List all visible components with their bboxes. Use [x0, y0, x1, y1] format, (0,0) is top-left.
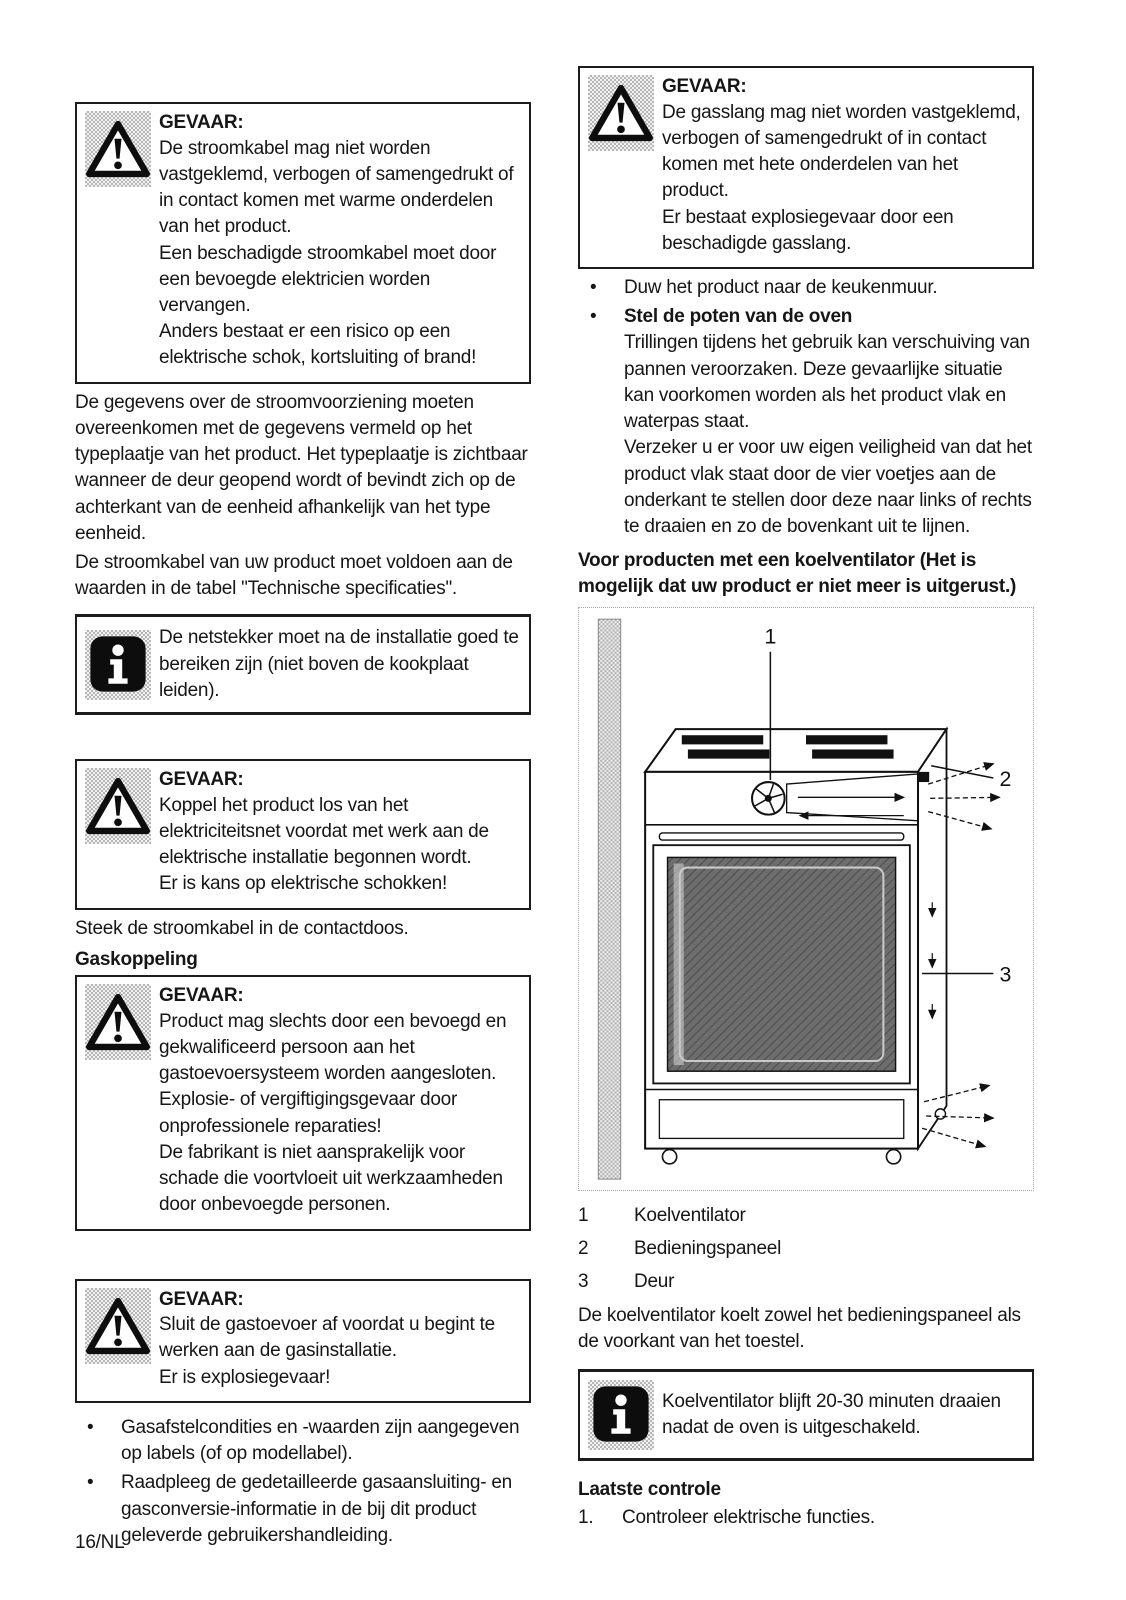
warning-box-gas-qualified [75, 975, 531, 1230]
oven-side-panel [918, 729, 947, 1148]
legend-number: 1 [578, 1204, 589, 1226]
legend-label: Bedieningspaneel [634, 1238, 782, 1260]
info-icon [88, 634, 148, 694]
info-icon-area [588, 1380, 654, 1450]
body-paragraph: De koelventilator koelt zowel het bedieningspaneel als de voorkant van het toestel. [578, 1304, 1021, 1352]
list-item-text: Verzeker u er voor uw eigen veiligheid van dat het product vlak staat door de vier voetjes aan de onderkant te stellen door deze naar links of rechts te draaien en zo de bovenkant uit te lijnen. [624, 437, 1032, 537]
callout-number-2: 2 [999, 766, 1012, 791]
warning-text: De fabrikant is niet aansprakelijk voor schade die voortvloeit uit werkzaamheden door onbevoegde personen. [159, 1141, 503, 1216]
warning-text: Een beschadigde stroomkabel moet door een bevoegde elektricien worden vervangen. [159, 242, 497, 316]
list-item-text: Trillingen tijdens het gebruik kan verschuiving van pannen veroorzaken. Deze gevaarlijke situatie kan voorkomen worden als het product vlak en waterpas staat. [624, 332, 1030, 433]
warning-text: Koppel het product los van het elektriciteitsnet voordat met werk aan de elektrische installatie begonnen wordt. [159, 794, 489, 869]
warning-text: Sluit de gastoevoer af voordat u begint te werken aan de gasinstallatie. [159, 1314, 495, 1362]
two-column-layout [75, 66, 1066, 1552]
warning-box-disconnect [75, 759, 531, 910]
warning-text: Er is kans op elektrische schokken! [159, 873, 447, 895]
warning-box-gas-hose [578, 66, 1034, 269]
legend-number: 2 [578, 1238, 589, 1260]
install-bullet-list [578, 275, 1034, 540]
legend-item [578, 1203, 1034, 1229]
list-item [578, 275, 1034, 301]
legend-item [578, 1236, 1034, 1262]
warning-text: Anders bestaat er een risico op een elektrische schok, kortsluiting of brand! [159, 321, 477, 369]
info-icon [591, 1384, 651, 1444]
list-item-title: • Stel de poten van de oven [624, 306, 853, 328]
warning-icon-area [85, 984, 151, 1060]
warning-title: GEVAAR: [159, 985, 244, 1007]
info-box-plug [75, 614, 531, 715]
legend-label: Koelventilator [634, 1204, 746, 1226]
warning-icon-area [85, 1288, 151, 1364]
body-paragraph: De gegevens over de stroomvoorziening moeten overeenkomen met de gegevens vermeld op het typeplaatje van het product. Het typeplaatje is zichtbaar wanneer de deur geopend wordt of bevindt zich op de achterkant van de eenheid afhankelijk van het type eenheid. [75, 391, 528, 544]
warning-title: GEVAAR: [159, 1288, 244, 1310]
info-box-fan [578, 1369, 1034, 1461]
warning-triangle-icon [86, 114, 150, 184]
gas-bullet-list [75, 1415, 531, 1549]
info-text: De netstekker moet na de installatie goed te bereiken zijn (niet boven de kookplaat leiden). [159, 627, 519, 701]
list-item-text: Gasafstelcondities en -waarden zijn aangegeven op labels (of op modellabel). [121, 1416, 520, 1465]
info-text: Koelventilator blijft 20-30 minuten draaien nadat de oven is uitgeschakeld. [662, 1390, 1001, 1438]
page-number: 16/NL [75, 1532, 125, 1553]
callout-number-3: 3 [999, 962, 1012, 987]
warning-text: Explosie- of vergiftigingsgevaar door onprofessionele reparaties! [159, 1089, 458, 1137]
item-text: Controleer elektrische functies. [622, 1507, 875, 1529]
warning-text: Product mag slechts door een bevoegd en gekwalificeerd persoon aan het gastoevoersysteem worden aangesloten. [159, 1010, 507, 1085]
left-column [75, 66, 531, 1552]
warning-icon-area [588, 75, 654, 151]
section-heading-laatste-controle: Laatste controle [578, 1479, 721, 1500]
diagram-legend [578, 1203, 1034, 1296]
item-number: 1. [578, 1507, 594, 1529]
body-paragraph: De stroomkabel van uw product moet voldoen aan de waarden in de tabel "Technische specificaties". [75, 551, 513, 600]
warning-icon-area [85, 111, 151, 187]
warning-triangle-icon [86, 987, 150, 1057]
section-heading-gaskoppeling: Gaskoppeling [75, 948, 198, 970]
callout-number-1: 1 [764, 624, 777, 649]
list-item [75, 1470, 531, 1549]
info-icon-area [85, 630, 151, 700]
legend-number: 3 [578, 1271, 589, 1293]
legend-item [578, 1269, 1034, 1295]
list-item-text: Duw het product naar de keukenmuur. [624, 277, 938, 298]
warning-text: De stroomkabel mag niet worden vastgeklemd, verbogen of samengedrukt of in contact komen met warme onderdelen van het product. [159, 137, 514, 238]
warning-triangle-icon [86, 771, 150, 841]
warning-title: GEVAAR: [159, 112, 244, 133]
warning-icon-area [85, 768, 151, 844]
door-handle-graphic [659, 833, 903, 840]
oven-door-graphic [653, 845, 910, 1083]
oven-diagram [582, 611, 1030, 1187]
list-item [578, 304, 1034, 540]
warning-title: GEVAAR: [662, 76, 747, 97]
warning-triangle-icon [86, 1291, 150, 1361]
body-paragraph: Steek de stroomkabel in de contactdoos. [75, 917, 409, 939]
cooktop-graphic [645, 729, 946, 772]
numbered-item [578, 1505, 1034, 1531]
warning-box-gas-supply [75, 1279, 531, 1403]
cooling-fan-graphic [752, 782, 785, 815]
warning-text: De gasslang mag niet worden vastgeklemd, verbogen of samengedrukt of in contact komen met hete onderdelen van het product. [662, 101, 1021, 202]
warning-box-power-cable [75, 102, 531, 384]
legend-label: Deur [634, 1271, 675, 1293]
right-column [578, 66, 1034, 1531]
warning-text: Er bestaat explosiegevaar door een beschadigde gasslang. [662, 206, 954, 254]
list-item [75, 1415, 531, 1467]
oven-base-graphic [645, 1089, 945, 1163]
oven-diagram-figure [578, 607, 1034, 1191]
section-heading-koelventilator: Voor producten met een koelventilator (Het is mogelijk dat uw product er niet meer is uitgerust.) [578, 550, 1017, 598]
warning-title: GEVAAR: [159, 769, 244, 791]
warning-text: Er is explosiegevaar! [159, 1366, 331, 1388]
wall-graphic [598, 619, 620, 1179]
list-item-text: Raadpleeg de gedetailleerde gasaansluiting- en gasconversie-informatie in de bij dit product geleverde gebruikershandleiding. [121, 1472, 512, 1546]
warning-triangle-icon [589, 78, 653, 148]
